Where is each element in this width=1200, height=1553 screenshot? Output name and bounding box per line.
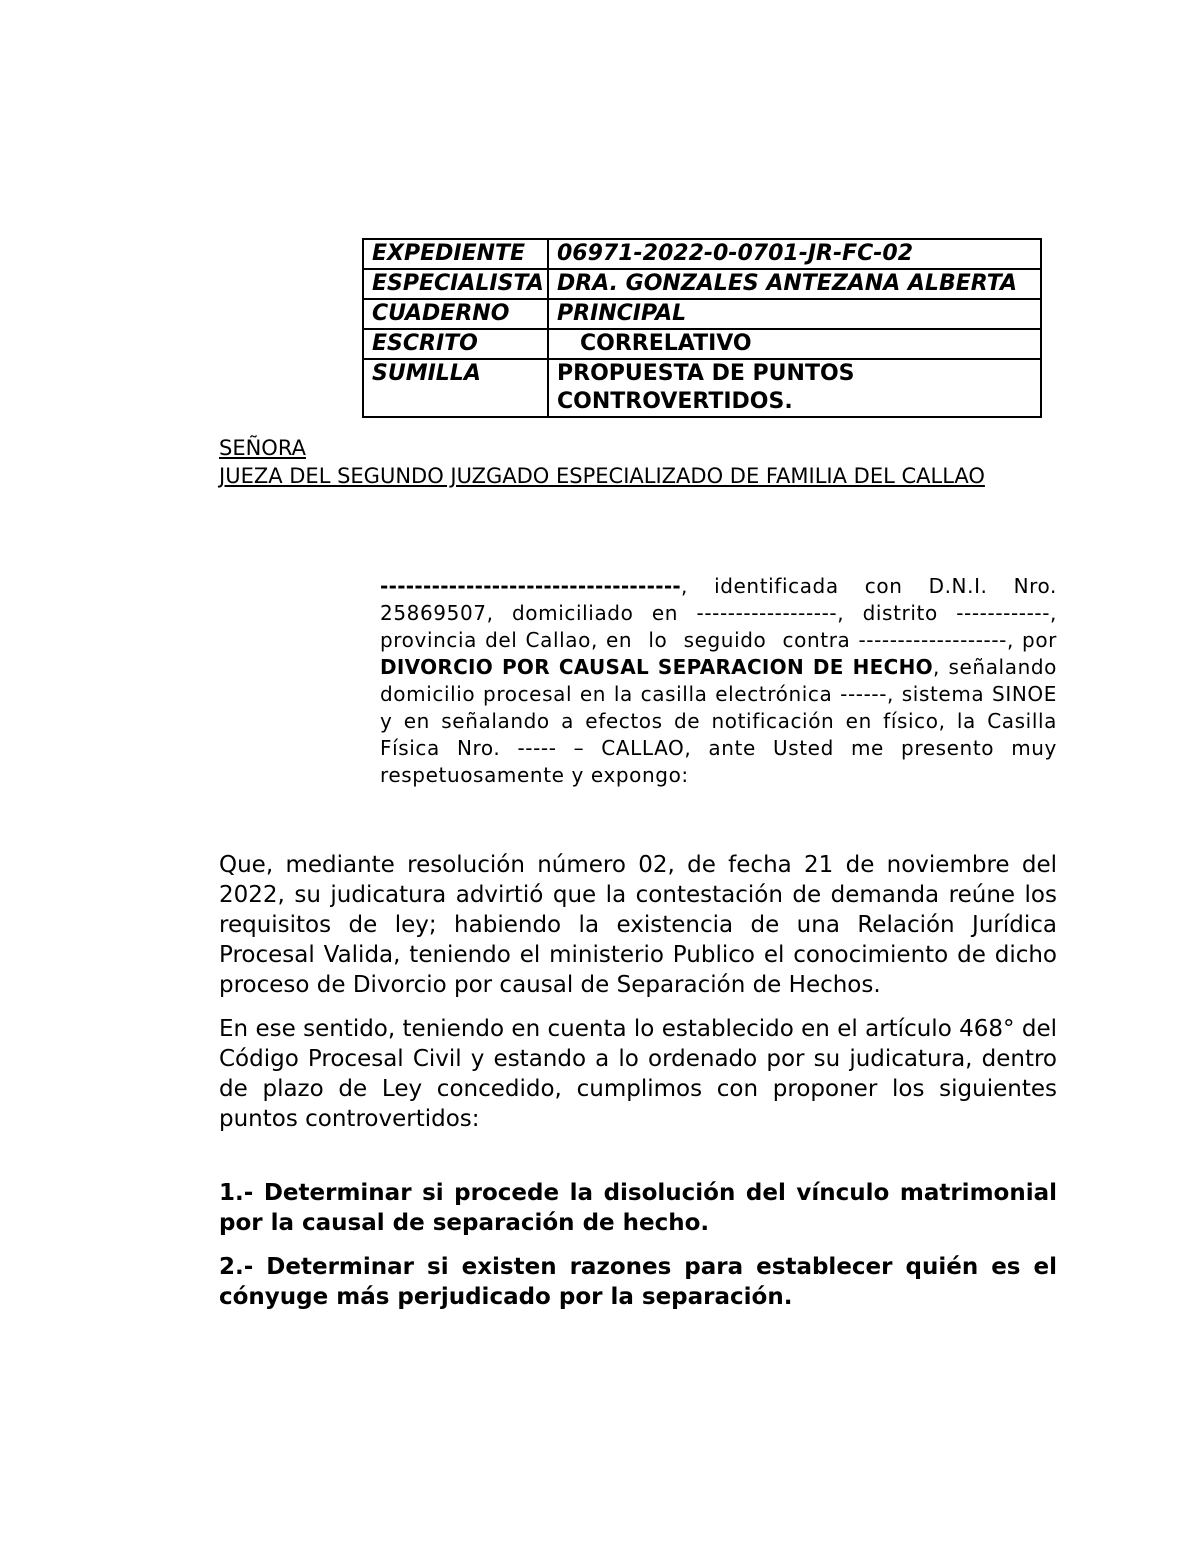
resolution-paragraph: Que, mediante resolución número 02, de fecha 21 de noviembre del 2022, su judicatura advirtió que la contestación de demanda reúne los requisitos de ley; habiendo la existencia de una Relación Jurídica Procesal Valida, teniendo el ministerio Publico el conocimiento de dicho proceso de Divorcio por causal de Separación de Hechos. [219,852,1057,998]
cuaderno-label: CUADERNO [363,299,548,329]
escrito-label: ESCRITO [363,329,548,359]
addressee-block [219,434,1019,490]
table-row [363,329,1041,359]
especialista-value: DRA. GONZALES ANTEZANA ALBERTA [548,269,1041,299]
table-row [363,269,1041,299]
intro-text-part2: , señalando domicilio procesal en la casilla electrónica ------, sistema SINOE y en señalando a efectos de notificación en físico, la Casilla Física Nro. ----- – CALLAO, ante Usted me presento muy respetuosamente y expongo: [380,655,1057,787]
expediente-value: 06971-2022-0-0701-JR-FC-02 [548,239,1041,269]
table-row [363,359,1041,417]
cuaderno-value: PRINCIPAL [548,299,1041,329]
controversial-points-list [219,1178,1057,1326]
especialista-label: ESPECIALISTA [363,269,548,299]
addressee-court: JUEZA DEL SEGUNDO JUZGADO ESPECIALIZADO DE FAMILIA DEL CALLAO [219,464,985,488]
sumilla-value: PROPUESTA DE PUNTOS CONTROVERTIDOS. [548,359,1041,417]
name-blank: ----------------------------------- [380,574,682,598]
intro-paragraph [380,573,1064,789]
divorce-cause: DIVORCIO POR CAUSAL SEPARACION DE HECHO [380,655,933,679]
table-row [363,239,1041,269]
intro-text-part1: , identificada con D.N.I. Nro. 25869507, domiciliado en ------------------, distrito ------------, provincia del Callao, en lo seguido contra -------------------, por [380,574,1064,652]
body-paragraphs [219,850,1057,1148]
expediente-label: EXPEDIENTE [363,239,548,269]
addressee-title: SEÑORA [219,436,306,460]
escrito-value: CORRELATIVO [548,329,1041,359]
case-header-table [362,238,1042,418]
proposal-paragraph: En ese sentido, teniendo en cuenta lo establecido en el artículo 468° del Código Procesal Civil y estando a lo ordenado por su judicatura, dentro de plazo de Ley concedido, cumplimos con proponer los siguientes puntos controvertidos: [219,1016,1057,1132]
table-row [363,299,1041,329]
sumilla-label: SUMILLA [363,359,548,417]
list-item: 1.- Determinar si procede la disolución del vínculo matrimonial por la causal de separación de hecho. [219,1180,1057,1236]
list-item: 2.- Determinar si existen razones para establecer quién es el cónyuge más perjudicado por la separación. [219,1254,1057,1310]
